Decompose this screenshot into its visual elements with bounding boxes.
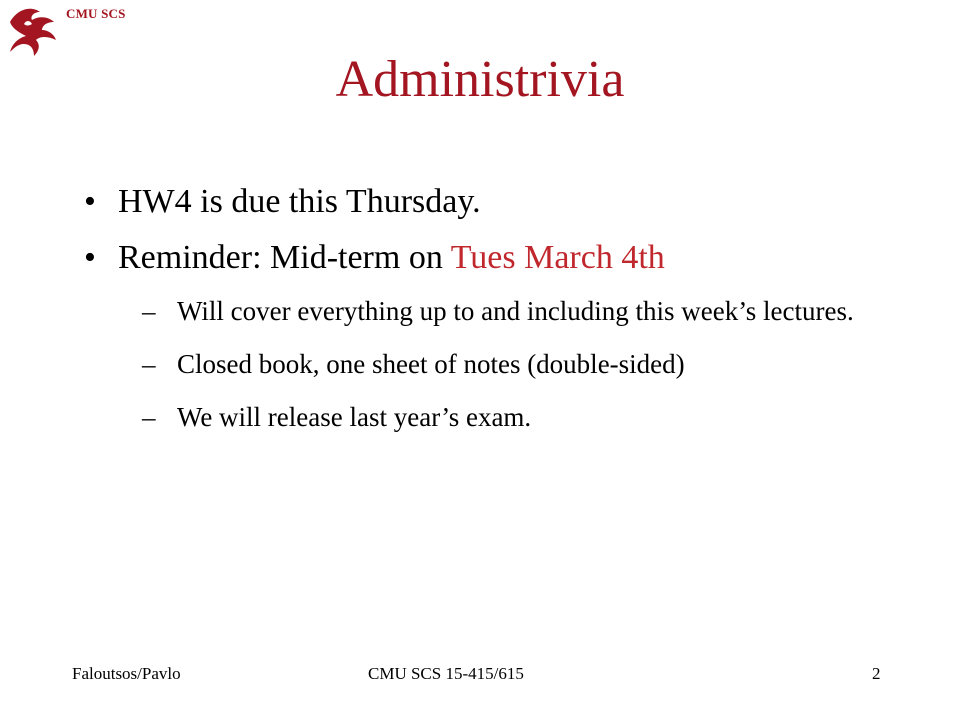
bullet-list: [84, 182, 884, 453]
bullet-dot: •: [84, 183, 96, 220]
subbullet-text: We will release last year’s exam.: [177, 402, 532, 432]
bullet-text: HW4 is due this Thursday.: [118, 183, 481, 220]
slide-title: Administrivia: [335, 51, 625, 108]
subbullet-item: [142, 294, 877, 329]
bullet-item: [84, 238, 884, 278]
dash-marker: –: [142, 349, 156, 379]
org-label: CMU SCS: [66, 6, 126, 21]
bullet-highlight: Tues March 4th: [450, 239, 665, 276]
page-number: 2: [872, 664, 881, 683]
bullet-text: Reminder: Mid-term on: [118, 239, 451, 276]
footer-authors: Faloutsos/Pavlo: [72, 664, 181, 683]
subbullet-list: [142, 294, 884, 435]
bullet-item: [84, 182, 884, 222]
subbullet-item: [142, 347, 877, 382]
subbullet-text: Will cover everything up to and including this week’s lectures.: [177, 296, 854, 326]
subbullet-text: Closed book, one sheet of notes (double-sided): [177, 349, 685, 379]
subbullet-item: [142, 400, 877, 435]
bullet-dot: •: [84, 239, 96, 276]
footer-course: CMU SCS 15-415/615: [368, 664, 524, 683]
dash-marker: –: [142, 296, 156, 326]
dash-marker: –: [142, 402, 156, 432]
